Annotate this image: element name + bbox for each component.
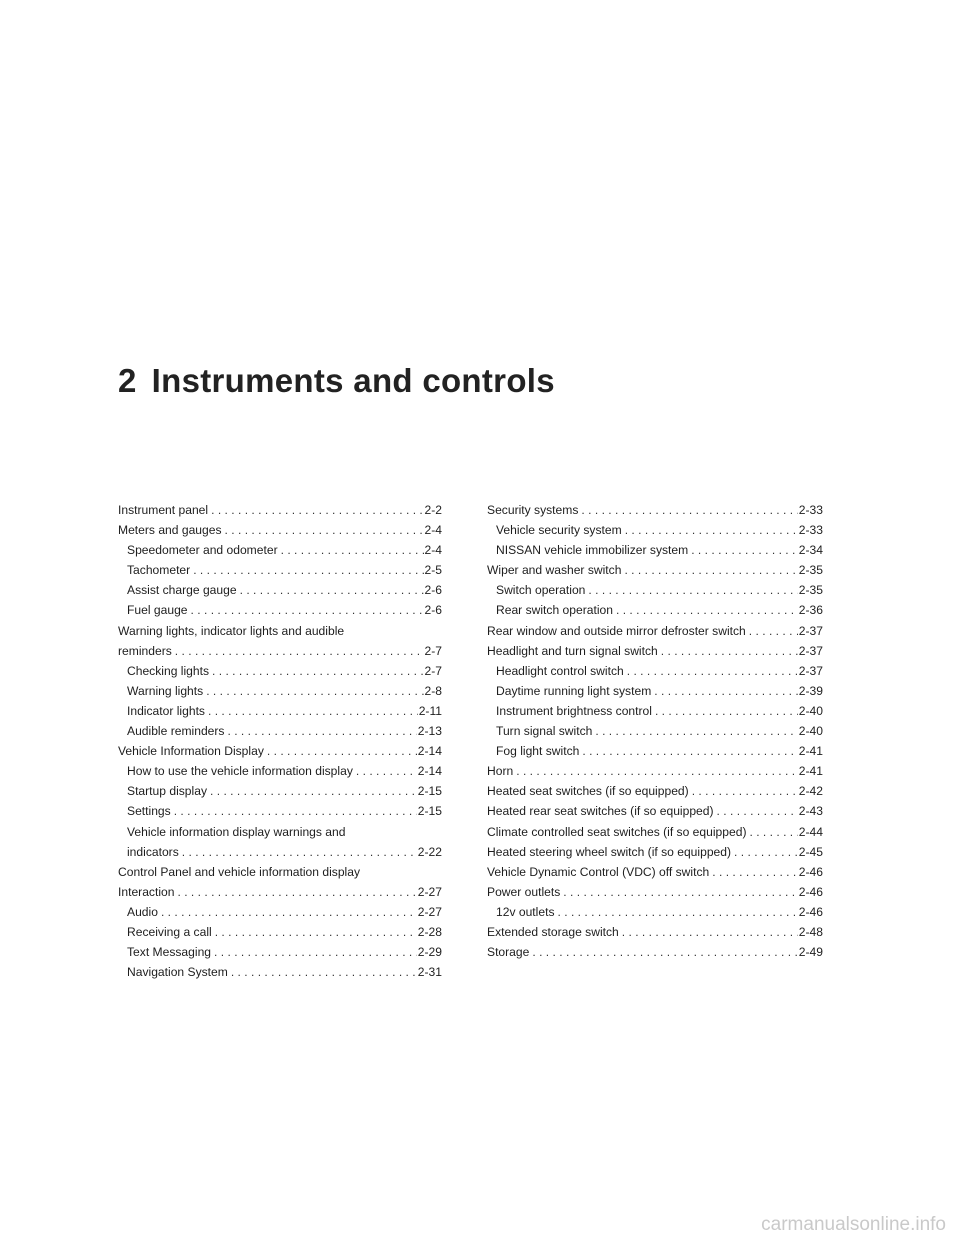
toc-entry-page: 2-35	[798, 583, 823, 598]
dot-leader	[177, 882, 416, 902]
dot-leader	[214, 942, 417, 962]
toc-entry-page: 2-43	[798, 804, 823, 819]
dot-leader	[191, 600, 424, 620]
toc-entry-label: Daytime running light system	[496, 683, 652, 698]
chapter-number: 2	[118, 362, 137, 399]
toc-entry[interactable]	[118, 882, 442, 902]
toc-entry[interactable]	[487, 681, 823, 701]
toc-entry-label: Vehicle security system	[496, 523, 622, 538]
toc-entry-label: Receiving a call	[127, 924, 212, 939]
toc-entry-page: 2-27	[417, 884, 442, 899]
toc-entry-page: 2-15	[417, 804, 442, 819]
toc-entry-label: Navigation System	[127, 965, 228, 980]
toc-entry-page: 2-28	[417, 924, 442, 939]
toc-entry[interactable]	[118, 540, 442, 560]
toc-entry-page: 2-31	[417, 965, 442, 980]
toc-entry[interactable]	[118, 801, 442, 821]
toc-entry[interactable]	[118, 681, 442, 701]
toc-entry-label: Control Panel and vehicle information display	[118, 864, 361, 879]
toc-entry-label: Indicator lights	[127, 703, 205, 718]
dot-leader	[661, 641, 798, 661]
toc-entry	[118, 621, 442, 641]
dot-leader	[627, 661, 798, 681]
toc-entry-label: How to use the vehicle information display	[127, 764, 353, 779]
dot-leader	[691, 540, 798, 560]
toc-entry-page: 2-4	[424, 543, 442, 558]
dot-leader	[206, 681, 423, 701]
toc-entry-label: Turn signal switch	[496, 724, 593, 739]
toc-entry-label: indicators	[127, 844, 179, 859]
chapter-name: Instruments and controls	[151, 362, 555, 399]
toc-entry-label: Checking lights	[127, 663, 210, 678]
toc-entry-page: 2-40	[798, 724, 823, 739]
toc-entry-page: 2-27	[417, 904, 442, 919]
toc-entry-page: 2-7	[424, 663, 442, 678]
toc-entry[interactable]	[487, 580, 823, 600]
dot-leader	[208, 701, 418, 721]
toc-entry[interactable]	[487, 862, 823, 882]
toc-entry-page: 2-13	[417, 724, 442, 739]
toc-entry-label: Warning lights, indicator lights and audible	[118, 623, 345, 638]
toc-entry[interactable]	[487, 741, 823, 761]
toc-entry-page: 2-15	[417, 784, 442, 799]
toc-entry-page: 2-33	[798, 523, 823, 538]
toc-entry[interactable]	[118, 781, 442, 801]
toc-entry[interactable]	[487, 882, 823, 902]
toc-entry[interactable]	[118, 922, 442, 942]
toc-entry[interactable]	[487, 822, 823, 842]
toc-entry-page: 2-35	[798, 563, 823, 578]
toc-entry-page: 2-37	[798, 643, 823, 658]
toc-entry-page: 2-4	[424, 523, 442, 538]
toc-entry-page: 2-49	[798, 945, 823, 960]
toc-entry-page: 2-11	[418, 703, 442, 718]
toc-entry-label: Heated rear seat switches (if so equipped)	[487, 804, 714, 819]
toc-entry-label: Switch operation	[496, 583, 586, 598]
toc-entry-label: Rear switch operation	[496, 603, 613, 618]
toc-entry-label: Warning lights	[127, 683, 204, 698]
toc-entry-page: 2-7	[424, 643, 442, 658]
dot-leader	[692, 781, 798, 801]
toc-entry[interactable]	[487, 761, 823, 781]
toc-entry-label: Vehicle Information Display	[118, 744, 264, 759]
dot-leader	[712, 862, 798, 882]
toc-entry[interactable]	[487, 661, 823, 681]
toc-entry[interactable]	[487, 500, 823, 520]
toc-entry-page: 2-34	[798, 543, 823, 558]
toc-entry-page: 2-45	[798, 844, 823, 859]
toc-entry-page: 2-42	[798, 784, 823, 799]
toc-entry-label: reminders	[118, 643, 172, 658]
dot-leader	[749, 822, 797, 842]
toc-entry-label: Horn	[487, 764, 514, 779]
toc-entry[interactable]	[118, 902, 442, 922]
toc-left-column	[118, 500, 442, 982]
toc-entry-label: NISSAN vehicle immobilizer system	[496, 543, 689, 558]
toc-entry-page: 2-6	[424, 603, 442, 618]
dot-leader	[225, 520, 424, 540]
toc-entry-label: 12v outlets	[496, 904, 555, 919]
dot-leader	[215, 922, 417, 942]
toc-entry-label: Meters and gauges	[118, 523, 222, 538]
dot-leader	[240, 580, 424, 600]
dot-leader	[749, 621, 798, 641]
dot-leader	[582, 741, 797, 761]
toc-entry-label: Instrument panel	[118, 503, 209, 517]
dot-leader	[624, 560, 797, 580]
toc-entry[interactable]	[487, 942, 823, 962]
toc-entry-label: Speedometer and odometer	[127, 543, 278, 558]
toc-entry[interactable]	[118, 560, 442, 580]
toc-entry-label: Climate controlled seat switches (if so equipped)	[487, 824, 747, 839]
toc-entry-page: 2-41	[798, 764, 823, 779]
dot-leader	[581, 500, 797, 520]
toc-entry-page: 2-46	[798, 884, 823, 899]
toc-entry-page: 2-48	[798, 924, 823, 939]
toc-entry-label: Fuel gauge	[127, 603, 188, 618]
toc-entry-page: 2-2	[424, 503, 442, 517]
toc-entry[interactable]	[118, 520, 442, 540]
toc-entry[interactable]	[487, 540, 823, 560]
dot-leader	[356, 761, 417, 781]
toc-right-column	[487, 500, 823, 962]
toc-entry-label: Interaction	[118, 884, 175, 899]
toc-entry[interactable]	[118, 641, 442, 661]
dot-leader	[563, 882, 798, 902]
toc-entry-label: Vehicle Dynamic Control (VDC) off switch	[487, 864, 710, 879]
toc-entry-page: 2-46	[798, 904, 823, 919]
toc-entry[interactable]	[118, 962, 442, 982]
toc-entry[interactable]	[118, 600, 442, 620]
toc-entry-label: Heated steering wheel switch (if so equipped)	[487, 844, 732, 859]
toc-entry[interactable]	[487, 922, 823, 942]
dot-leader	[516, 761, 798, 781]
toc-entry	[118, 822, 442, 842]
toc-entry-label: Extended storage switch	[487, 924, 619, 939]
toc-entry-page: 2-44	[798, 824, 823, 839]
toc-entry[interactable]	[118, 661, 442, 681]
toc-entry[interactable]	[487, 600, 823, 620]
dot-leader	[212, 661, 424, 681]
dot-leader	[267, 741, 417, 761]
toc-entry-page: 2-41	[798, 744, 823, 759]
toc-entry-label: Wiper and washer switch	[487, 563, 622, 578]
toc-entry-page: 2-36	[798, 603, 823, 618]
toc-entry-page: 2-37	[798, 623, 823, 638]
toc-entry-label: Tachometer	[127, 563, 191, 578]
toc-entry	[118, 862, 442, 882]
dot-leader	[595, 721, 797, 741]
dot-leader	[588, 580, 797, 600]
toc-entry-page: 2-33	[798, 503, 823, 517]
dot-leader	[717, 801, 798, 821]
chapter-title	[118, 362, 555, 400]
toc-entry-label: Rear window and outside mirror defroster switch	[487, 623, 746, 638]
toc-entry[interactable]	[487, 621, 823, 641]
toc-entry[interactable]	[487, 801, 823, 821]
toc-entry-label: Instrument brightness control	[496, 703, 652, 718]
toc-entry-label: Fog light switch	[496, 744, 580, 759]
toc-entry[interactable]	[487, 560, 823, 580]
toc-entry-label: Security systems	[487, 503, 579, 517]
toc-entry-page: 2-14	[417, 764, 442, 779]
dot-leader	[558, 902, 798, 922]
toc-entry[interactable]	[487, 781, 823, 801]
toc-entry-label: Audio	[127, 904, 158, 919]
toc-entry-label: Audible reminders	[127, 724, 225, 739]
dot-leader	[210, 781, 417, 801]
toc-entry-label: Headlight control switch	[496, 663, 624, 678]
toc-entry-label: Storage	[487, 945, 530, 960]
toc-entry[interactable]	[118, 842, 442, 862]
dot-leader	[227, 721, 416, 741]
toc-entry-page: 2-6	[424, 583, 442, 598]
dot-leader	[161, 902, 417, 922]
dot-leader	[175, 641, 424, 661]
toc-entry[interactable]	[118, 741, 442, 761]
dot-leader	[625, 520, 798, 540]
toc-entry-page: 2-14	[417, 744, 442, 759]
dot-leader	[622, 922, 798, 942]
toc-entry-label: Settings	[127, 804, 171, 819]
toc-entry[interactable]	[118, 701, 442, 721]
toc-entry[interactable]	[118, 942, 442, 962]
toc-entry[interactable]	[487, 520, 823, 540]
toc-entry-page: 2-37	[798, 663, 823, 678]
toc-entry[interactable]	[118, 500, 442, 520]
toc-entry[interactable]	[118, 721, 442, 741]
dot-leader	[281, 540, 424, 560]
toc-entry-page: 2-40	[798, 703, 823, 718]
toc-entry[interactable]	[487, 842, 823, 862]
toc-entry-page: 2-39	[798, 683, 823, 698]
toc-entry-page: 2-29	[417, 945, 442, 960]
toc-entry[interactable]	[487, 701, 823, 721]
dot-leader	[734, 842, 798, 862]
toc-entry-label: Heated seat switches (if so equipped)	[487, 784, 689, 799]
dot-leader	[616, 600, 798, 620]
watermark: carmanualsonline.info	[761, 1214, 946, 1235]
dot-leader	[654, 681, 798, 701]
dot-leader	[655, 701, 798, 721]
toc-entry[interactable]	[487, 721, 823, 741]
toc-entry-label: Assist charge gauge	[127, 583, 237, 598]
dot-leader	[174, 801, 417, 821]
toc-entry[interactable]	[118, 761, 442, 781]
toc-entry[interactable]	[487, 902, 823, 922]
toc-entry-label: Startup display	[127, 784, 207, 799]
toc-entry[interactable]	[118, 580, 442, 600]
dot-leader	[193, 560, 423, 580]
toc-entry-page: 2-8	[424, 683, 442, 698]
toc-entry-label: Headlight and turn signal switch	[487, 643, 658, 658]
toc-entry-page: 2-46	[798, 864, 823, 879]
dot-leader	[182, 842, 417, 862]
dot-leader	[532, 942, 797, 962]
toc-entry-label: Power outlets	[487, 884, 561, 899]
toc-entry[interactable]	[487, 641, 823, 661]
toc-entry-label: Vehicle information display warnings and	[127, 824, 346, 839]
toc-entry-page: 2-5	[424, 563, 442, 578]
dot-leader	[211, 500, 423, 520]
dot-leader	[231, 962, 417, 982]
toc-entry-page: 2-22	[417, 844, 442, 859]
toc-entry-label: Text Messaging	[127, 945, 212, 960]
